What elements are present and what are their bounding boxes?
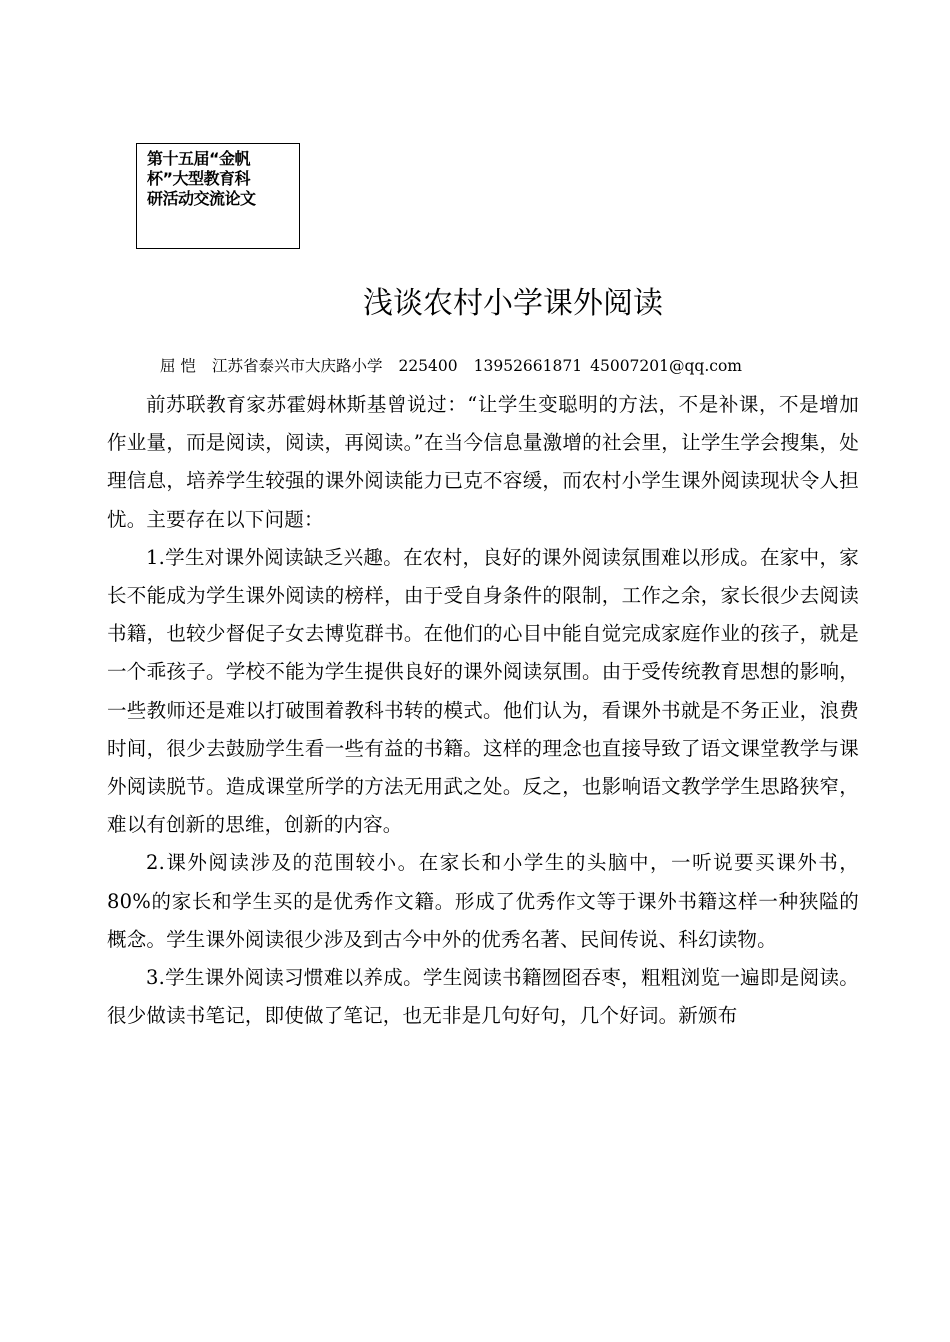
paper-title: 浅谈农村小学课外阅读 [363, 286, 663, 321]
conference-stamp-box [136, 143, 300, 249]
stamp-line-3: 研活动交流论文 [147, 189, 256, 208]
paragraph-problem-3: 3.学生课外阅读习惯难以养成。学生阅读书籍囫囵吞枣，粗粗浏览一遍即是阅读。很少做读书笔记，即使做了笔记，也无非是几句好句，几个好词。新颁布 [107, 966, 859, 1028]
paragraph-intro: 前苏联教育家苏霍姆林斯基曾说过：“让学生变聪明的方法，不是补课，不是增加作业量，而是阅读，阅读，再阅读。”在当今信息量激增的社会里，让学生学会搜集，处理信息，培养学生较强的课外阅读能力已克不容缓，而农村小学生课外阅读现状令人担忧。主要存在以下问题： [107, 393, 859, 531]
stamp-line-1: 第十五届“金帆 [147, 149, 251, 168]
paragraph-problem-2: 2.课外阅读涉及的范围较小。在家长和小学生的头脑中，一听说要买课外书，80%的家长和学生买的是优秀作文籍。形成了优秀作文等于课外书籍这样一种狭隘的概念。学生课外阅读很少涉及到古今中外的优秀名著、民间传说、科幻读物。 [107, 851, 859, 951]
author-email: 45007201@qq.com [590, 357, 742, 375]
stamp-line-2: 杯”大型教育科 [147, 169, 251, 188]
author-postcode: 225400 [398, 357, 458, 375]
author-phone: 13952661871 [473, 357, 583, 375]
author-school: 江苏省泰兴市大庆路小学 [211, 357, 383, 375]
article-body [107, 386, 859, 1035]
author-info-line [160, 355, 742, 377]
paragraph-problem-1: 1.学生对课外阅读缺乏兴趣。在农村，良好的课外阅读氛围难以形成。在家中，家长不能成为学生课外阅读的榜样，由于受自身条件的限制，工作之余，家长很少去阅读书籍，也较少督促子女去博览群书。在他们的心目中能自觉完成家庭作业的孩子，就是一个乖孩子。学校不能为学生提供良好的课外阅读氛围。由于受传统教育思想的影响，一些教师还是难以打破围着教科书转的模式。他们认为，看课外书就是不务正业，浪费时间，很少去鼓励学生看一些有益的书籍。这样的理念也直接导致了语文课堂教学与课外阅读脱节。造成课堂所学的方法无用武之处。反之，也影响语文教学学生思路狭窄，难以有创新的思维，创新的内容。 [107, 545, 859, 837]
author-name: 屈 恺 [160, 357, 196, 375]
